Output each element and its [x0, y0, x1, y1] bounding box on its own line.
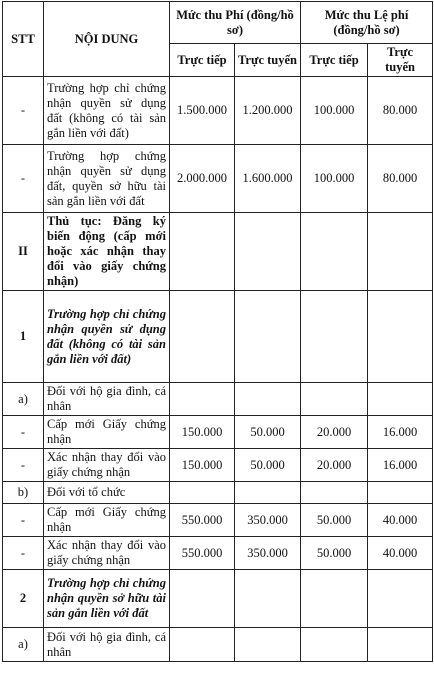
row-content: Xác nhận thay đổi vào giấy chứng nhận — [44, 537, 170, 570]
row-stt: - — [3, 77, 44, 145]
table-row — [3, 213, 433, 291]
header-charge-direct: Trực tiếp — [301, 44, 368, 77]
row-charge-online: 40.000 — [368, 537, 433, 570]
header-charge-group: Mức thu Lệ phí (đồng/hồ sơ) — [301, 2, 433, 44]
row-fee-direct: 150.000 — [170, 449, 235, 482]
row-fee-direct: 1.500.000 — [170, 77, 235, 145]
row-content: Đối với hộ gia đình, cá nhân — [44, 628, 170, 662]
row-content: Thủ tục: Đăng ký biến động (cấp mới hoặc xác nhận thay đổi vào giấy chứng nhận) — [44, 213, 170, 291]
row-charge-direct: 100.000 — [301, 77, 368, 145]
row-charge-direct — [301, 291, 368, 383]
row-charge-online: 80.000 — [368, 77, 433, 145]
row-fee-direct: 150.000 — [170, 416, 235, 449]
row-fee-direct: 550.000 — [170, 504, 235, 537]
row-stt: a) — [3, 628, 44, 662]
row-stt: II — [3, 213, 44, 291]
row-fee-online: 350.000 — [235, 504, 301, 537]
row-fee-online — [235, 291, 301, 383]
table-row — [3, 570, 433, 628]
row-fee-direct — [170, 628, 235, 662]
table-row — [3, 628, 433, 662]
row-charge-online: 80.000 — [368, 145, 433, 213]
row-content: Xác nhận thay đổi vào giấy chứng nhận — [44, 449, 170, 482]
row-charge-online: 16.000 — [368, 449, 433, 482]
row-charge-direct: 20.000 — [301, 449, 368, 482]
row-fee-online — [235, 570, 301, 628]
row-fee-online: 350.000 — [235, 537, 301, 570]
row-fee-online: 50.000 — [235, 416, 301, 449]
row-fee-online: 1.600.000 — [235, 145, 301, 213]
table-row — [3, 145, 433, 213]
row-stt: a) — [3, 383, 44, 416]
row-stt: - — [3, 537, 44, 570]
table-row — [3, 482, 433, 504]
row-charge-direct: 20.000 — [301, 416, 368, 449]
row-fee-direct — [170, 383, 235, 416]
row-fee-online — [235, 628, 301, 662]
row-fee-direct — [170, 291, 235, 383]
table-body — [3, 77, 433, 662]
row-fee-online — [235, 383, 301, 416]
row-charge-direct: 50.000 — [301, 537, 368, 570]
row-fee-online — [235, 482, 301, 504]
row-stt: - — [3, 145, 44, 213]
table-row — [3, 449, 433, 482]
table-row — [3, 383, 433, 416]
row-fee-online: 50.000 — [235, 449, 301, 482]
row-fee-online: 1.200.000 — [235, 77, 301, 145]
header-content: NỘI DUNG — [44, 2, 170, 77]
row-stt: b) — [3, 482, 44, 504]
row-fee-direct — [170, 570, 235, 628]
row-charge-direct — [301, 383, 368, 416]
row-content: Cấp mới Giấy chứng nhận — [44, 504, 170, 537]
row-charge-direct — [301, 628, 368, 662]
row-charge-direct: 50.000 — [301, 504, 368, 537]
header-stt: STT — [3, 2, 44, 77]
row-charge-online — [368, 213, 433, 291]
row-charge-online — [368, 383, 433, 416]
row-charge-online — [368, 291, 433, 383]
table-row — [3, 504, 433, 537]
row-charge-direct — [301, 213, 368, 291]
row-charge-online — [368, 570, 433, 628]
row-fee-online — [235, 213, 301, 291]
row-content: Trường hợp chứng nhận quyền sử dụng đất, quyền sở hữu tài sản gắn liền với đất — [44, 145, 170, 213]
row-stt: 2 — [3, 570, 44, 628]
table-row — [3, 77, 433, 145]
row-fee-direct — [170, 482, 235, 504]
row-content: Đối với tổ chức — [44, 482, 170, 504]
header-fee-online: Trực tuyến — [235, 44, 301, 77]
row-fee-direct: 2.000.000 — [170, 145, 235, 213]
row-stt: - — [3, 449, 44, 482]
fee-table — [2, 1, 433, 662]
row-charge-online: 16.000 — [368, 416, 433, 449]
row-stt: - — [3, 416, 44, 449]
header-fee-direct: Trực tiếp — [170, 44, 235, 77]
row-charge-direct — [301, 570, 368, 628]
header-charge-online: Trực tuyến — [368, 44, 433, 77]
row-content: Trường hợp chỉ chứng nhận quyền sử dụng đất (không có tài sản gắn liền với đất) — [44, 291, 170, 383]
table-row — [3, 537, 433, 570]
row-content: Đối với hộ gia đình, cá nhân — [44, 383, 170, 416]
header-fee-group: Mức thu Phí (đồng/hồ sơ) — [170, 2, 301, 44]
row-charge-online — [368, 628, 433, 662]
row-fee-direct: 550.000 — [170, 537, 235, 570]
row-stt: 1 — [3, 291, 44, 383]
row-charge-direct — [301, 482, 368, 504]
row-stt: - — [3, 504, 44, 537]
row-fee-direct — [170, 213, 235, 291]
table-row — [3, 291, 433, 383]
row-charge-online: 40.000 — [368, 504, 433, 537]
row-charge-online — [368, 482, 433, 504]
row-content: Trường hợp chỉ chứng nhận quyền sử dụng đất (không có tài sản gắn liền với đất) — [44, 77, 170, 145]
table-row — [3, 416, 433, 449]
row-charge-direct: 100.000 — [301, 145, 368, 213]
row-content: Cấp mới Giấy chứng nhận — [44, 416, 170, 449]
row-content: Trường hợp chỉ chứng nhận quyền sở hữu tài sản gắn liền với đất — [44, 570, 170, 628]
